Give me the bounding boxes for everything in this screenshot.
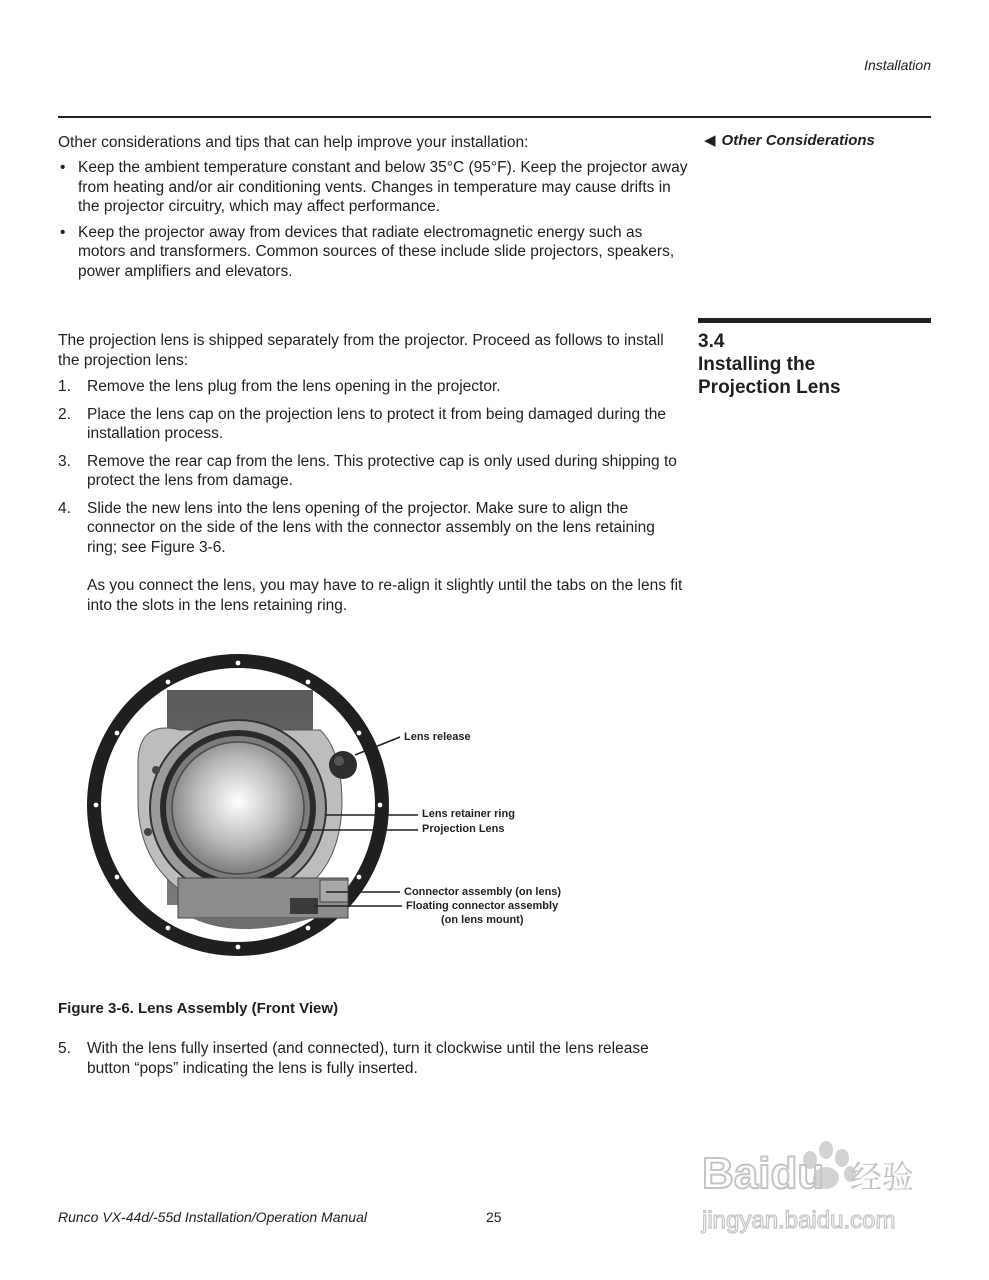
projection-lens <box>172 742 304 874</box>
section-title-line2: Projection Lens <box>698 377 841 398</box>
lens-release-button <box>329 751 357 779</box>
step-number: 3. <box>58 452 71 470</box>
step-text: Place the lens cap on the projection lens to protect it from being damaged during the installation process. <box>87 405 667 442</box>
list-item <box>58 1039 683 1078</box>
step-number: 4. <box>58 499 71 517</box>
list-item <box>58 377 683 397</box>
bullet-icon: • <box>60 223 66 241</box>
baidu-jingyan-watermark <box>700 1128 935 1238</box>
page-number: 25 <box>486 1209 502 1225</box>
bullet-icon: • <box>60 159 66 176</box>
list-item-text: Keep the ambient temperature constant and below 35°C (95°F). Keep the projector away from heating and/or air conditioning vents. Changes in temperature may cause drifts in the projector circuitry, which may affect performance. <box>78 159 688 215</box>
install-steps-continued <box>58 1039 683 1078</box>
sidebar-heading-label: Other Considerations <box>721 132 875 149</box>
watermark-brand: Baidu <box>702 1149 825 1198</box>
callout-projection-lens: Projection Lens <box>422 823 505 835</box>
section-title-line1: Installing the <box>698 354 816 375</box>
section-heading <box>698 330 931 399</box>
step-text: Remove the rear cap from the lens. This protective cap is only used during shipping to protect the lens from damage. <box>87 452 677 489</box>
install-steps <box>58 377 683 623</box>
watermark-chinese: 经验 <box>850 1158 915 1196</box>
lens-assembly-figure <box>70 650 590 980</box>
step-text: With the lens fully inserted (and connected), turn it clockwise until the lens release button “pops” indicating the lens is fully inserted. <box>87 1040 649 1077</box>
step-text: Remove the lens plug from the lens opening in the projector. <box>87 378 501 395</box>
pointer-arrow-icon: ◀ <box>704 132 716 149</box>
floating-connector <box>290 898 318 914</box>
considerations-list <box>58 158 688 287</box>
list-item <box>58 223 688 282</box>
step-text: Slide the new lens into the lens opening of the projector. Make sure to align the connector on the side of the lens with the connector assembly on the lens retaining ring; see Figure 3-6. <box>87 499 655 556</box>
running-header: Installation <box>864 57 931 73</box>
footer-manual-title: Runco VX-44d/-55d Installation/Operation Manual <box>58 1209 367 1225</box>
step-note: As you connect the lens, you may have to re-align it slightly until the tabs on the lens fit into the slots in the lens retaining ring. <box>87 577 683 614</box>
callout-lens-release: Lens release <box>404 731 471 743</box>
list-item-text: Keep the projector away from devices that radiate electromagnetic energy such as motors and transformers. Common sources of these include slide projectors, speakers, power amplifiers and elevators. <box>78 223 675 280</box>
watermark-url: jingyan.baidu.com <box>702 1207 896 1234</box>
header-divider <box>58 116 931 118</box>
sidebar-heading-other-considerations <box>704 131 875 149</box>
list-item <box>58 405 683 444</box>
callout-retainer-ring: Lens retainer ring <box>422 808 515 820</box>
list-item <box>58 158 688 217</box>
step-number: 5. <box>58 1040 71 1057</box>
section-lead: The projection lens is shipped separately from the projector. Proceed as follows to install the projection lens: <box>58 332 664 369</box>
step-number: 2. <box>58 405 71 423</box>
list-item <box>58 499 683 616</box>
callout-floating-connector: Floating connector assembly <box>406 900 559 912</box>
callout-connector: Connector assembly (on lens) <box>404 886 562 898</box>
figure-caption: Figure 3-6. Lens Assembly (Front View) <box>58 1000 339 1017</box>
step-number: 1. <box>58 378 71 395</box>
section-number: 3.4 <box>698 331 725 352</box>
section-divider <box>698 318 931 323</box>
list-item <box>58 452 683 491</box>
considerations-intro: Other considerations and tips that can help improve your installation: <box>58 134 529 151</box>
callout-floating-connector-sub: (on lens mount) <box>441 914 524 926</box>
